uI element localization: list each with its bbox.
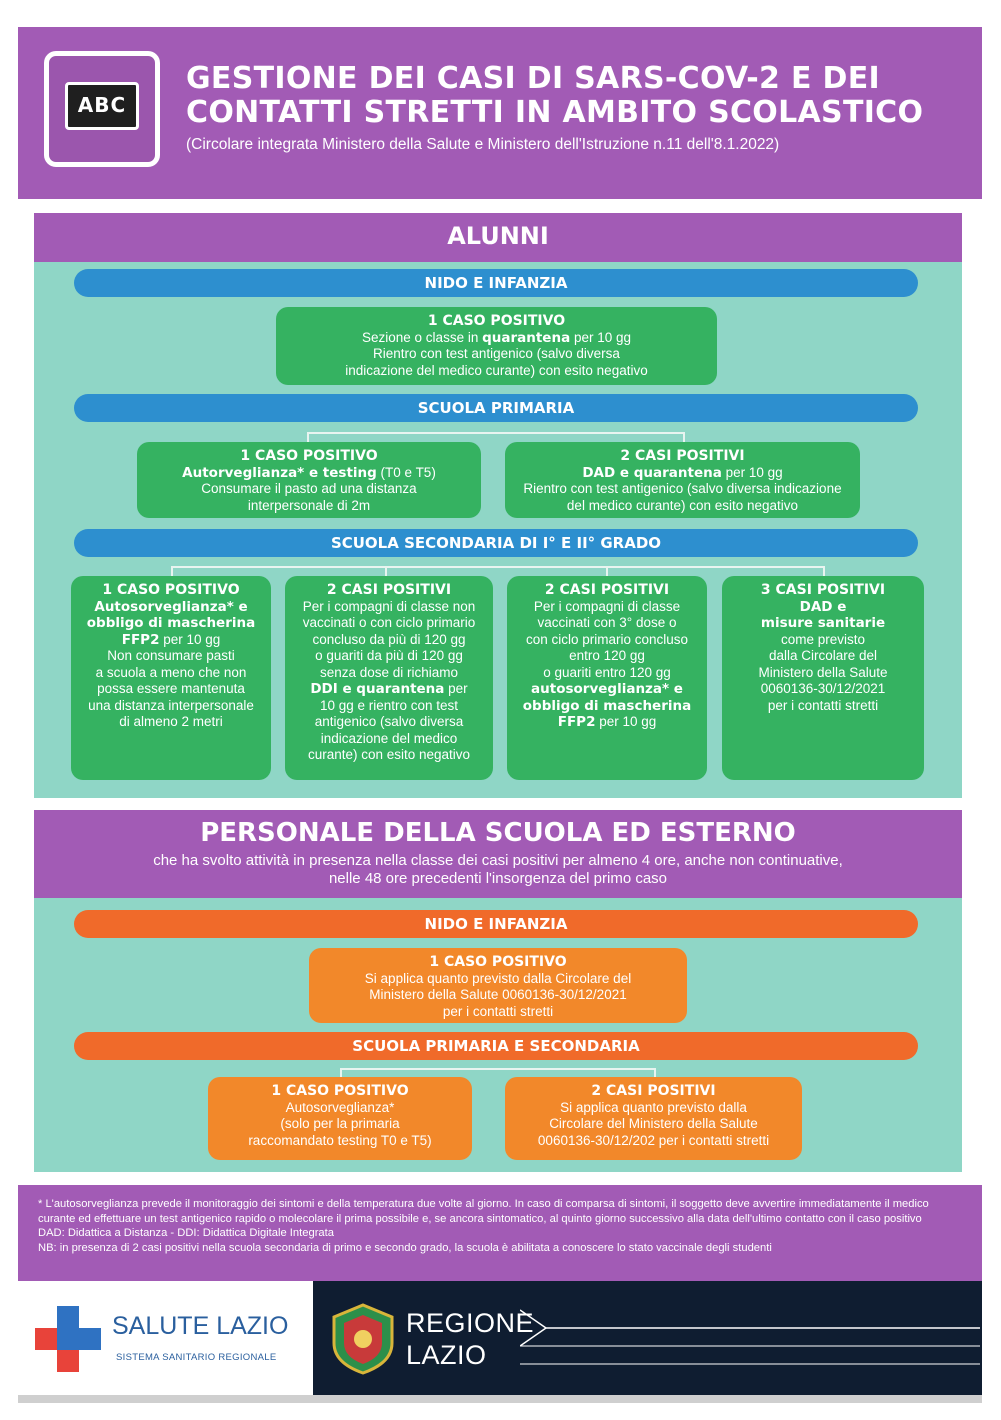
- page-subtitle: (Circolare integrata Ministero della Salute e Ministero dell'Istruzione n.11 dell'8.1.2022): [186, 136, 780, 153]
- connector-line: [340, 1068, 342, 1077]
- connector-line: [823, 566, 825, 576]
- case-heading: 3 CASI POSITIVI: [760, 582, 886, 598]
- note-autosorveglianza: * L'autosorveglianza prevede il monitoraggio dei sintomi e della temperatura due volte al giorno. In caso di comparsa di sintomi, il soggetto deve avvertire immediatamente il medico curante ed effettuare un test antigenico rapido o molecolare il prima possibile e, se ancora sintomatico, al quinto giorno successivo alla data dell'ultimo contatto con il caso positivo: [38, 1198, 929, 1225]
- alunni-primaria-case2: 2 CASI POSITIVI DAD e quarantena per 10 gg Rientro con test antigenico (salvo diversa indicazione del medico curante) con esito negativo: [505, 442, 860, 518]
- primaria-label: SCUOLA PRIMARIA: [74, 394, 918, 422]
- personale-primsec-label: SCUOLA PRIMARIA E SECONDARIA: [74, 1032, 918, 1060]
- connector-line: [307, 432, 309, 442]
- connector-line: [385, 566, 387, 576]
- footer-strip: [18, 1395, 982, 1403]
- personale-subtitle: che ha svolto attività in presenza nella classe dei casi positivi per almeno 4 ore, anche non continuative, nelle 48 ore precedenti l'insorgenza del primo caso: [153, 852, 843, 887]
- page-title: GESTIONE DEI CASI DI SARS-COV-2 E DEI CONTATTI STRETTI IN AMBITO SCOLASTICO: [186, 61, 924, 130]
- note-nb: NB: in presenza di 2 casi positivi nella scuola secondaria di primo e secondo grado, la scuola è abilitata a conoscere lo stato vaccinale degli studenti: [38, 1241, 772, 1254]
- secondaria-label: SCUOLA SECONDARIA DI I° E II° GRADO: [74, 529, 918, 557]
- case-heading: 1 CASO POSITIVO: [102, 582, 240, 598]
- alunni-secondaria-case2: 2 CASI POSITIVI Per i compagni di classe non vaccinati o con ciclo primario concluso da più di 120 gg o guariti da più di 120 gg senza dose di richiamo DDI e quarantena per 10 gg e rientro con test antigenico (salvo diversa indicazione del medico curante) con esito negativo: [285, 576, 493, 780]
- alunni-title: ALUNNI: [447, 222, 549, 250]
- salute-lazio-subtitle: SISTEMA SANITARIO REGIONALE: [116, 1352, 277, 1363]
- alunni-primaria-case1: 1 CASO POSITIVO Autorveglianza* e testing (T0 e T5) Consumare il pasto ad una distanza interpersonale di 2m: [137, 442, 481, 518]
- personale-primsec-case1: 1 CASO POSITIVO Autosorveglianza* (solo per la primaria raccomandato testing T0 e T5): [208, 1077, 472, 1160]
- salute-lazio-logo-text: SALUTE LAZIO: [112, 1312, 289, 1340]
- personale-nido-case1: 1 CASO POSITIVO Si applica quanto previsto dalla Circolare del Ministero della Salute 0060136-30/12/2021 per i contatti stretti: [309, 948, 687, 1023]
- case-heading: 2 CASI POSITIVI: [544, 582, 670, 598]
- connector-line: [171, 566, 825, 568]
- alunni-secondaria-case3: 2 CASI POSITIVI Per i compagni di classe vaccinati con 3° dose o con ciclo primario concluso entro 120 gg o guariti entro 120 gg autosorveglianza* e obbligo di mascherina FFP2 per 10 gg: [507, 576, 707, 780]
- personale-title: PERSONALE DELLA SCUOLA ED ESTERNO: [200, 818, 796, 848]
- regione-lazio-emblem-icon: [330, 1303, 396, 1375]
- blackboard-icon: [44, 51, 160, 167]
- notes-text: [38, 1197, 968, 1255]
- note-acronyms: DAD: Didattica a Distanza - DDI: Didattica Digitale Integrata: [38, 1227, 334, 1239]
- regione-lazio-chevron-lines: [520, 1308, 980, 1372]
- connector-line: [171, 566, 173, 576]
- connector-line: [654, 1068, 656, 1077]
- case-heading: 2 CASI POSITIVI: [620, 448, 745, 464]
- personale-nido-label: NIDO E INFANZIA: [74, 910, 918, 938]
- case-heading: 2 CASI POSITIVI: [326, 582, 452, 598]
- connector-line: [683, 432, 685, 442]
- regione-lazio-logo-text: REGIONE LAZIO: [406, 1308, 535, 1370]
- case-heading: 2 CASI POSITIVI: [591, 1083, 716, 1099]
- alunni-nido-case1: 1 CASO POSITIVO Sezione o classe in quarantena per 10 gg Rientro con test antigenico (salvo diversa indicazione del medico curante) con esito negativo: [276, 307, 717, 385]
- salute-lazio-cross-icon: [35, 1306, 101, 1372]
- case-heading: 1 CASO POSITIVO: [271, 1083, 409, 1099]
- alunni-secondaria-case1: 1 CASO POSITIVO Autosorveglianza* e obbligo di mascherina FFP2 per 10 gg Non consumare pasti a scuola a meno che non possa essere mantenuta una distanza interpersonale di almeno 2 metri: [71, 576, 271, 780]
- connector-line: [307, 432, 683, 434]
- case-heading: 1 CASO POSITIVO: [240, 448, 378, 464]
- connector-line: [606, 566, 608, 576]
- blackboard-text: ABC: [65, 82, 139, 130]
- case-heading: 1 CASO POSITIVO: [427, 313, 566, 329]
- alunni-secondaria-case4: 3 CASI POSITIVI DAD e misure sanitarie come previsto dalla Circolare del Ministero della Salute 0060136-30/12/2021 per i contatti stretti: [722, 576, 924, 780]
- nido-label: NIDO E INFANZIA: [74, 269, 918, 297]
- connector-line: [340, 1068, 656, 1070]
- case-heading: 1 CASO POSITIVO: [429, 954, 567, 970]
- personale-primsec-case2: 2 CASI POSITIVI Si applica quanto previsto dalla Circolare del Ministero della Salute 0060136-30/12/202 per i contatti stretti: [505, 1077, 802, 1160]
